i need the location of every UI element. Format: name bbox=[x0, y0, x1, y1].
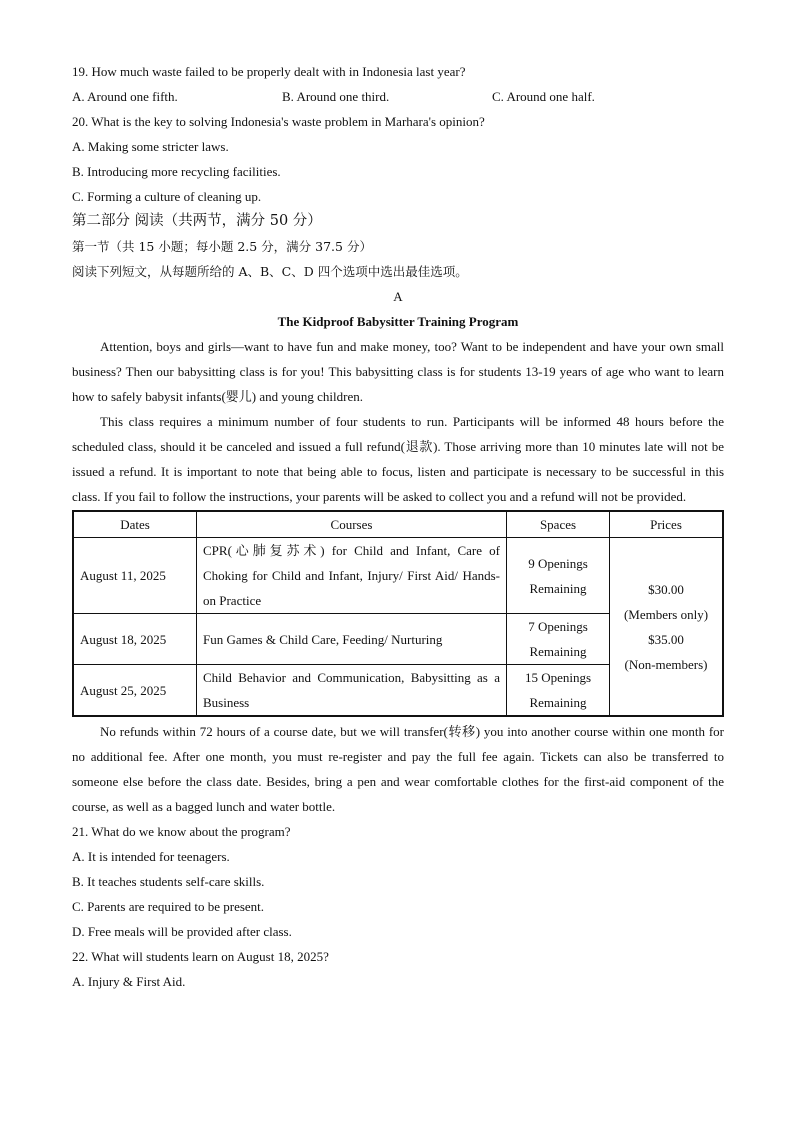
spaces-count: 7 Openings bbox=[528, 619, 588, 634]
row-date: August 11, 2025 bbox=[73, 538, 197, 614]
option-c: C. Parents are required to be present. bbox=[72, 899, 265, 914]
question-20: 20. What is the key to solving Indonesia's waste problem in Marhara's opinion? bbox=[72, 114, 485, 129]
option-b: B. It teaches students self-care skills. bbox=[72, 874, 265, 889]
spaces-count: 9 Openings bbox=[528, 555, 588, 571]
row-course: Fun Games & Child Care, Feeding/ Nurturing bbox=[197, 614, 507, 665]
table-header-row bbox=[73, 511, 723, 538]
header-courses: Courses bbox=[197, 511, 507, 538]
passage-title: The Kidproof Babysitter Training Program bbox=[277, 314, 519, 329]
course-schedule-table bbox=[72, 510, 724, 717]
header-prices: Prices bbox=[610, 511, 724, 538]
option-c: C. Forming a culture of cleaning up. bbox=[72, 189, 262, 204]
exam-page bbox=[72, 59, 724, 994]
row-date: August 18, 2025 bbox=[73, 614, 197, 665]
member-price: $30.00 bbox=[648, 581, 684, 597]
spaces-remaining: Remaining bbox=[529, 644, 587, 659]
passage-paragraph-3: No refunds within 72 hours of a course date, but we will transfer(转移) you into another course within one month for no additional fee. After one month, you must re-register and pay the full fee again. Tickets can also be transferred to someone else before the class date. Besides, bring a pen and wear comfortable clothes for the first-aid component of the course, as well as a bagged lunch and water bottle. bbox=[72, 724, 724, 814]
spaces-remaining: Remaining bbox=[529, 695, 587, 710]
option-d: D. Free meals will be provided after class. bbox=[72, 924, 292, 939]
nonmember-price-note: (Non-members) bbox=[624, 656, 708, 672]
subsection-title: 第一节（共 15 小题；每小题 2.5 分，满分 37.5 分） bbox=[72, 239, 372, 254]
passage-paragraph-2: This class requires a minimum number of four students to run. Participants will be informed 48 hours before the scheduled class, should it be canceled and issued a full refund(退款). Those arriving more than 10 minutes late will not be issued a refund. It is important to note that being able to focus, listen and participate is necessary to be successful in this class. If you fail to follow the instructions, your parents will be asked to collect you and a refund will not be provided. bbox=[72, 414, 724, 504]
header-dates: Dates bbox=[73, 511, 197, 538]
row-date: August 25, 2025 bbox=[73, 665, 197, 717]
row-spaces bbox=[507, 538, 610, 614]
question-22: 22. What will students learn on August 18, 2025? bbox=[72, 949, 329, 964]
question-19: 19. How much waste failed to be properly dealt with in Indonesia last year? bbox=[72, 64, 466, 79]
nonmember-price: $35.00 bbox=[648, 631, 684, 647]
option-a: A. Around one fifth. bbox=[72, 89, 178, 104]
question-19-options bbox=[72, 84, 724, 109]
row-spaces bbox=[507, 665, 610, 717]
instruction: 阅读下列短文，从每题所给的 A、B、C、D 四个选项中选出最佳选项。 bbox=[72, 264, 468, 279]
header-spaces: Spaces bbox=[507, 511, 610, 538]
table-row bbox=[73, 538, 723, 614]
row-course: Child Behavior and Communication, Babysitting as a Business bbox=[197, 665, 507, 717]
spaces-count: 15 Openings bbox=[524, 670, 592, 685]
passage-letter: A bbox=[393, 289, 403, 304]
option-a: A. It is intended for teenagers. bbox=[72, 849, 230, 864]
price-cell bbox=[610, 538, 724, 717]
row-spaces bbox=[507, 614, 610, 665]
option-a: A. Making some stricter laws. bbox=[72, 139, 229, 154]
option-b: B. Around one third. bbox=[282, 89, 390, 104]
option-b: B. Introducing more recycling facilities. bbox=[72, 164, 281, 179]
part-title: 第二部分 阅读（共两节，满分 50 分） bbox=[72, 213, 322, 229]
member-price-note: (Members only) bbox=[623, 606, 709, 622]
row-course: CPR(心肺复苏术) for Child and Infant, Care of Choking for Child and Infant, Injury/ First Aid/ Hands-on Practice bbox=[197, 538, 507, 614]
passage-paragraph-1: Attention, boys and girls—want to have fun and make money, too? Want to be independent and have your own small business? Then our babysitting class is for you! This babysitting class is for students 13-19 years of age who want to learn how to safely babysit infants(婴儿) and young children. bbox=[72, 339, 724, 404]
spaces-remaining: Remaining bbox=[529, 580, 587, 596]
option-c: C. Around one half. bbox=[492, 89, 595, 104]
option-a: A. Injury & First Aid. bbox=[72, 974, 186, 989]
question-21: 21. What do we know about the program? bbox=[72, 824, 291, 839]
